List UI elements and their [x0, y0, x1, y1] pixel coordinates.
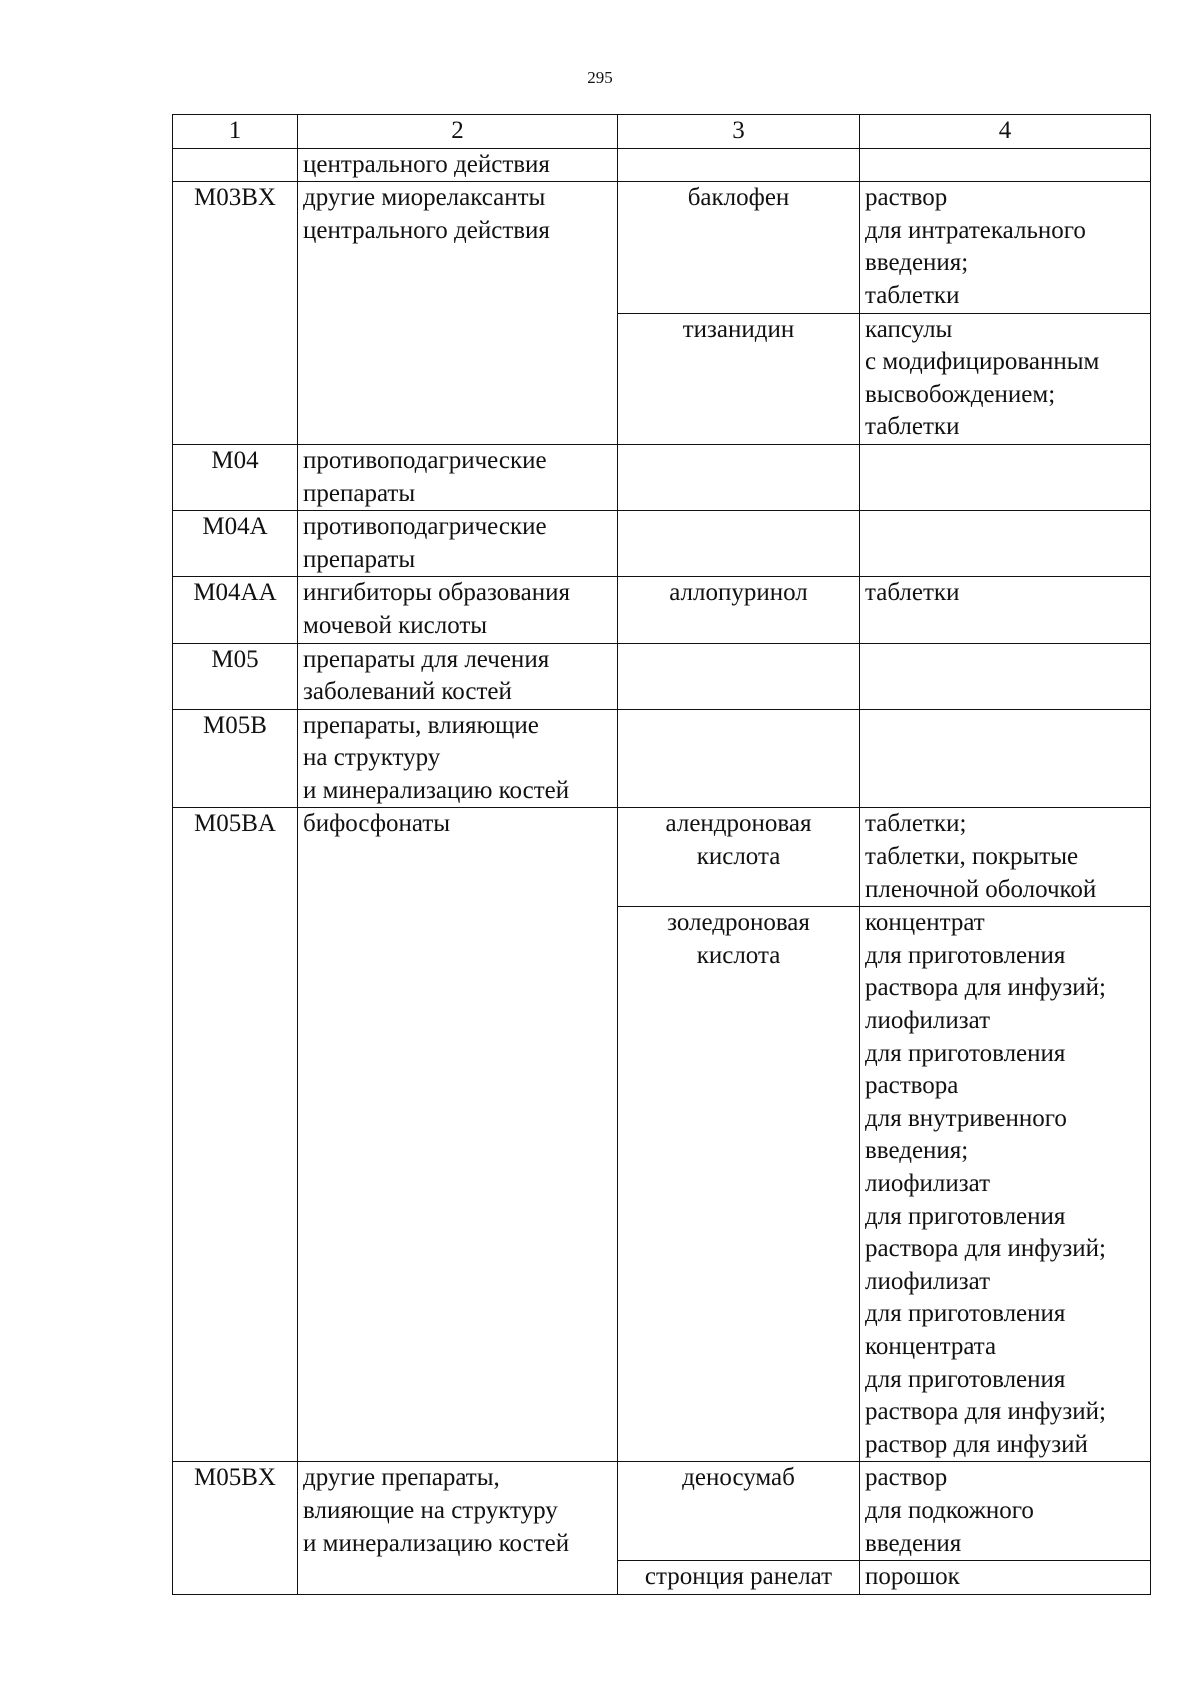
group-name-cell: другие препараты, влияющие на структуру и минерализацию костей	[298, 1462, 618, 1594]
header-cell: 1	[173, 115, 298, 149]
group-name-cell: препараты, влияющие на структуру и минерализацию костей	[298, 709, 618, 808]
dosage-form-cell	[860, 643, 1151, 709]
group-name-cell: противоподагрические препараты	[298, 444, 618, 510]
table-row	[173, 148, 1151, 182]
table-row	[173, 709, 1151, 808]
header-cell: 3	[618, 115, 860, 149]
dosage-form-cell	[860, 709, 1151, 808]
table-header-row	[173, 115, 1151, 149]
group-name-cell: препараты для лечения заболеваний костей	[298, 643, 618, 709]
table-row	[173, 808, 1151, 907]
header-cell: 4	[860, 115, 1151, 149]
dosage-form-cell: раствор для интратекального введения; таблетки	[860, 182, 1151, 313]
table-row	[173, 643, 1151, 709]
atc-code-cell: M03BX	[173, 182, 298, 445]
dosage-form-cell: капсулы с модифицированным высвобождением; таблетки	[860, 313, 1151, 444]
drug-name-cell: алендроновая кислота	[618, 808, 860, 907]
drug-name-cell: золедроновая кислота	[618, 907, 860, 1462]
drug-name-cell: стронция ранелат	[618, 1561, 860, 1595]
group-name-cell: бифосфонаты	[298, 808, 618, 1462]
atc-code-cell: M04A	[173, 511, 298, 577]
group-name-cell: противоподагрические препараты	[298, 511, 618, 577]
page-number: 295	[587, 68, 613, 87]
atc-code-cell: M05	[173, 643, 298, 709]
dosage-form-cell: раствор для подкожного введения	[860, 1462, 1151, 1561]
drug-name-cell	[618, 444, 860, 510]
table-row	[173, 444, 1151, 510]
atc-code-cell	[173, 148, 298, 182]
dosage-form-cell: концентрат для приготовления раствора для инфузий; лиофилизат для приготовления раствора для внутривенного введения; лиофилизат для приготовления раствора для инфузий; лиофилизат для приготовления концентрата для приготовления раствора для инфузий; раствор для инфузий	[860, 907, 1151, 1462]
dosage-form-cell: таблетки	[860, 577, 1151, 643]
drug-table	[172, 114, 1151, 1595]
table-row	[173, 1462, 1151, 1561]
dosage-form-cell	[860, 148, 1151, 182]
drug-name-cell	[618, 511, 860, 577]
dosage-form-cell: таблетки; таблетки, покрытые пленочной оболочкой	[860, 808, 1151, 907]
table-row	[173, 511, 1151, 577]
table-row	[173, 182, 1151, 313]
dosage-form-cell	[860, 511, 1151, 577]
atc-code-cell: M05BA	[173, 808, 298, 1462]
group-name-cell: ингибиторы образования мочевой кислоты	[298, 577, 618, 643]
drug-name-cell	[618, 148, 860, 182]
drug-name-cell: тизанидин	[618, 313, 860, 444]
atc-code-cell: M05B	[173, 709, 298, 808]
atc-code-cell: M04AA	[173, 577, 298, 643]
table-row	[173, 577, 1151, 643]
drug-name-cell: аллопуринол	[618, 577, 860, 643]
drug-name-cell: деносумаб	[618, 1462, 860, 1561]
group-name-cell: центрального действия	[298, 148, 618, 182]
atc-code-cell: M04	[173, 444, 298, 510]
drug-name-cell	[618, 709, 860, 808]
dosage-form-cell	[860, 444, 1151, 510]
dosage-form-cell: порошок	[860, 1561, 1151, 1595]
atc-code-cell: M05BX	[173, 1462, 298, 1594]
header-cell: 2	[298, 115, 618, 149]
drug-name-cell	[618, 643, 860, 709]
group-name-cell: другие миорелаксанты центрального действия	[298, 182, 618, 445]
drug-name-cell: баклофен	[618, 182, 860, 313]
